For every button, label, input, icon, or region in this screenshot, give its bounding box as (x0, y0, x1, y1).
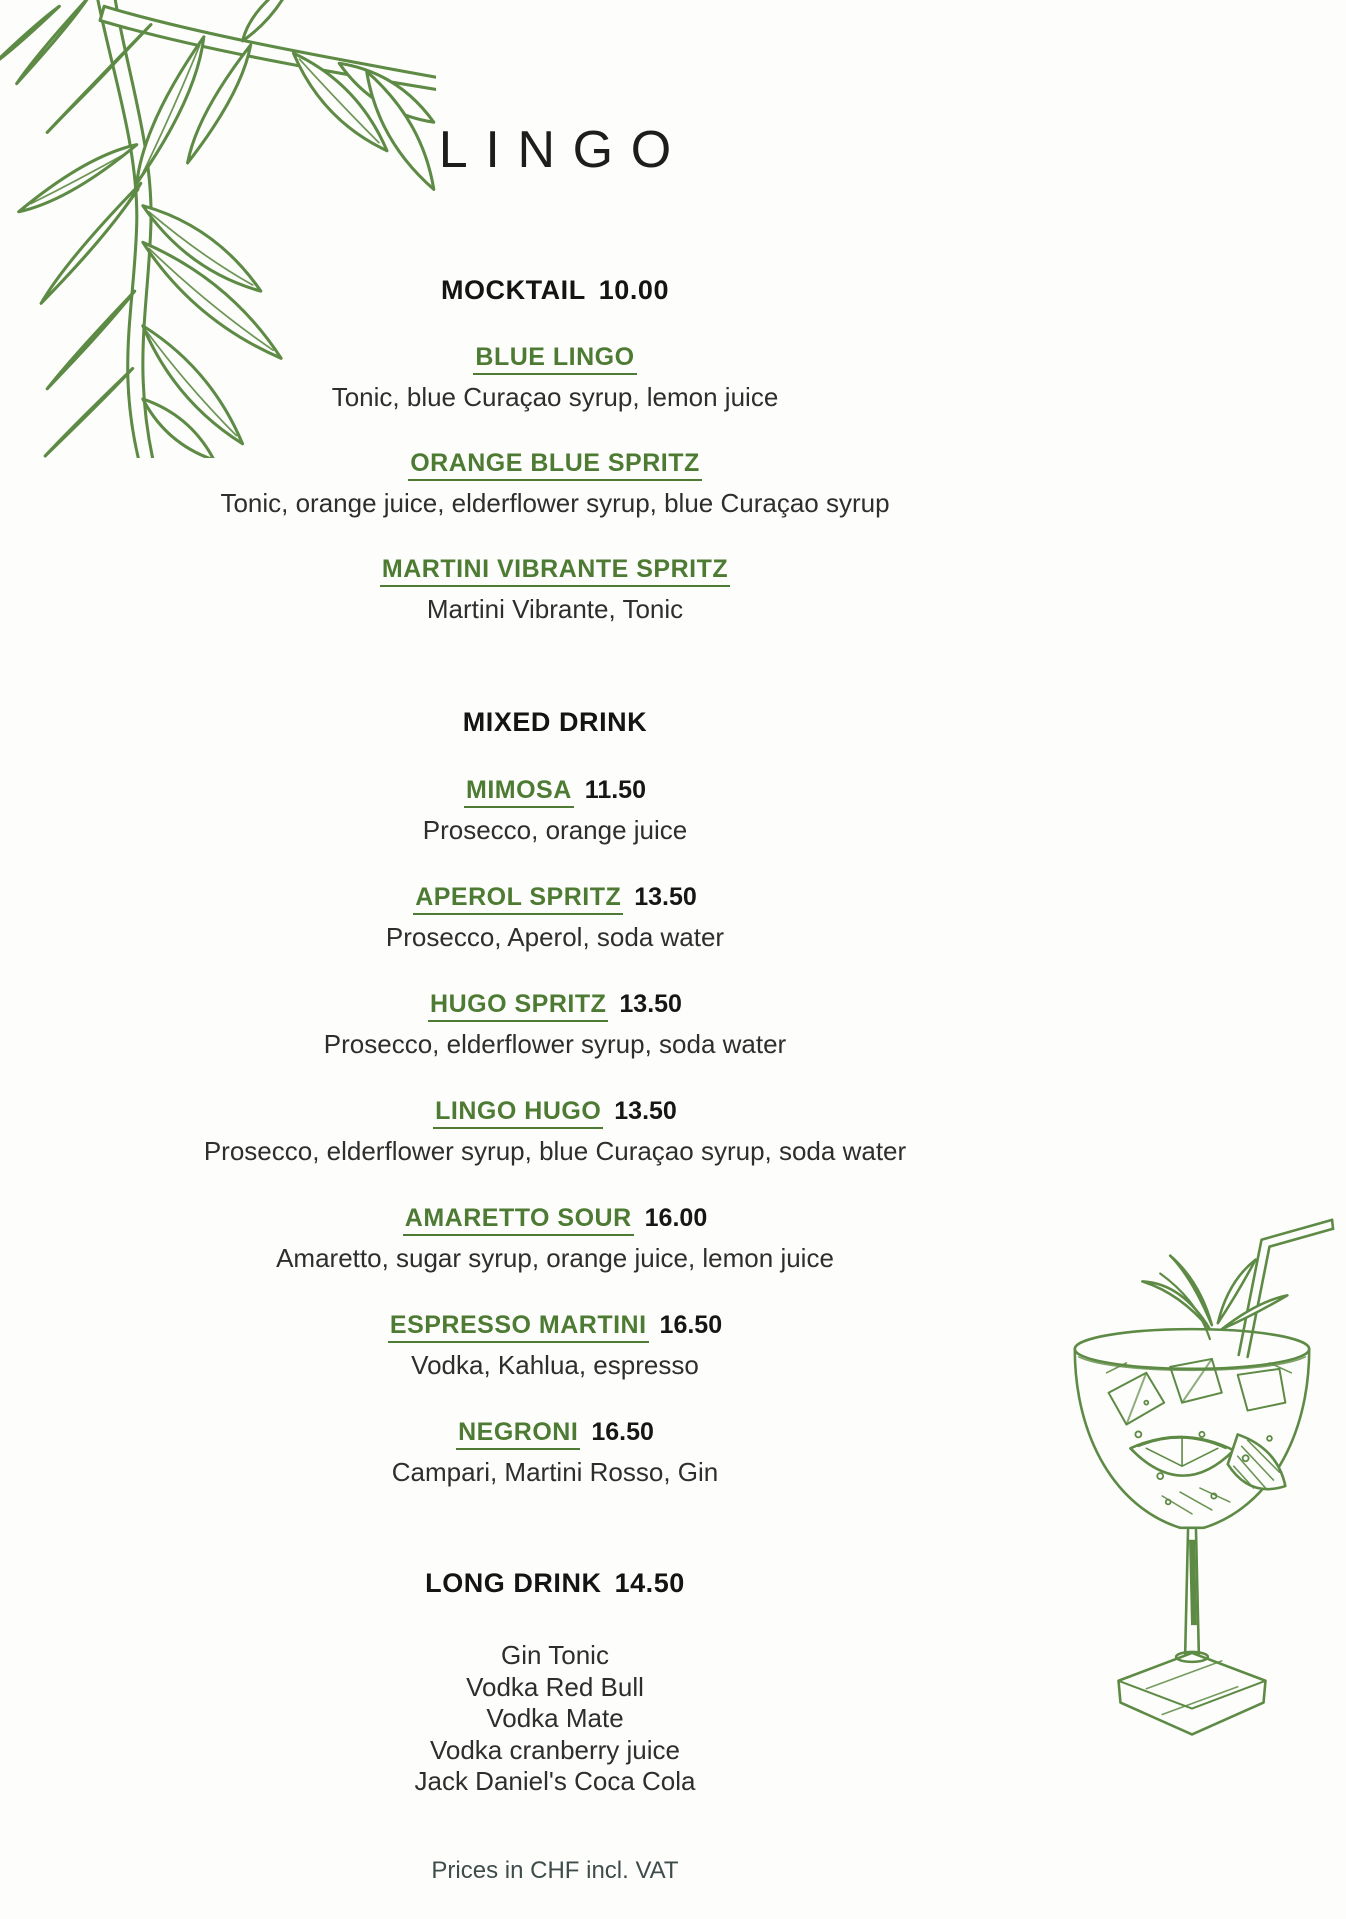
menu-item-row (0, 883, 1110, 915)
section-heading (0, 1567, 1110, 1599)
menu-item (0, 1097, 1110, 1166)
menu-item-name: LINGO HUGO (433, 1098, 603, 1129)
menu-item-description: Prosecco, elderflower syrup, blue Curaçao syrup, soda water (203, 1136, 907, 1166)
footer-note: Prices in CHF incl. VAT (431, 1856, 679, 1884)
menu-item-description: Vodka, Kahlua, espresso (411, 1350, 699, 1380)
menu-item-description: Tonic, blue Curaçao syrup, lemon juice (331, 382, 779, 412)
menu-item (0, 883, 1110, 952)
drink-list (0, 1640, 1110, 1798)
menu-item-price: 13.50 (619, 990, 682, 1018)
menu-item-description: Tonic, orange juice, elderflower syrup, blue Curaçao syrup (220, 488, 890, 518)
menu-item-name: MARTINI VIBRANTE SPRITZ (380, 556, 730, 587)
menu-item-row (0, 1418, 1110, 1450)
menu-item (0, 450, 1110, 518)
menu-item-row (0, 1311, 1110, 1343)
menu-item (0, 1418, 1110, 1487)
section-heading (0, 706, 1110, 738)
menu-item-description: Prosecco, elderflower syrup, soda water (323, 1029, 787, 1059)
menu-item-description: Prosecco, Aperol, soda water (385, 922, 725, 952)
drink-list-item: Vodka cranberry juice (429, 1734, 681, 1765)
menu-item-description: Prosecco, orange juice (422, 815, 688, 845)
menu-item (0, 1311, 1110, 1380)
menu-item-name: MIMOSA (464, 777, 574, 808)
section-heading-price: 14.50 (614, 1568, 685, 1598)
menu-section-mixed-drink (0, 706, 1110, 1487)
menu-item-row (0, 556, 1110, 587)
section-heading-label: MOCKTAIL (440, 275, 586, 305)
section-heading (0, 274, 1110, 306)
menu-item-name: BLUE LINGO (473, 344, 636, 375)
menu-section-long-drink (0, 1567, 1110, 1798)
menu-item-row (0, 1097, 1110, 1129)
menu-item-price: 13.50 (614, 1097, 677, 1125)
menu-item-name: NEGRONI (456, 1419, 580, 1450)
drink-list-item: Gin Tonic (501, 1640, 609, 1670)
menu-item-row (0, 776, 1110, 808)
menu-item-name: AMARETTO SOUR (403, 1205, 634, 1236)
menu-item-description: Martini Vibrante, Tonic (426, 594, 684, 624)
menu-item-name: HUGO SPRITZ (428, 991, 608, 1022)
drink-list-item: Vodka Red Bull (466, 1671, 644, 1702)
menu-item-name: ORANGE BLUE SPRITZ (408, 450, 702, 481)
menu-item (0, 344, 1110, 412)
section-heading-label: MIXED DRINK (462, 707, 648, 737)
menu-item-price: 16.00 (644, 1204, 708, 1232)
menu-item-price: 13.50 (634, 883, 697, 911)
page-title: LINGO (438, 121, 689, 179)
menu-item (0, 1204, 1110, 1273)
menu-item-price: 11.50 (584, 776, 646, 804)
section-heading-price: 10.00 (598, 275, 670, 305)
menu-item-row (0, 450, 1110, 481)
menu-item-description: Amaretto, sugar syrup, orange juice, lemon juice (276, 1243, 834, 1273)
menu-item-row (0, 1204, 1110, 1236)
menu-item-price: 16.50 (591, 1418, 654, 1446)
drink-list-item: Vodka Mate (486, 1703, 624, 1733)
menu-item (0, 990, 1110, 1059)
menu-section-mocktail (0, 274, 1110, 624)
menu-item-row (0, 344, 1110, 375)
menu-item-description: Campari, Martini Rosso, Gin (391, 1457, 719, 1487)
section-heading-label: LONG DRINK (425, 1568, 602, 1598)
menu-item (0, 776, 1110, 845)
menu-item (0, 556, 1110, 624)
menu-sections (0, 274, 1110, 1798)
drink-list-item: Jack Daniel's Coca Cola (414, 1766, 696, 1796)
menu-item-name: APEROL SPRITZ (413, 884, 623, 915)
menu-item-row (0, 990, 1110, 1022)
menu-item-price: 16.50 (659, 1311, 723, 1339)
menu-item-name: ESPRESSO MARTINI (388, 1312, 649, 1343)
